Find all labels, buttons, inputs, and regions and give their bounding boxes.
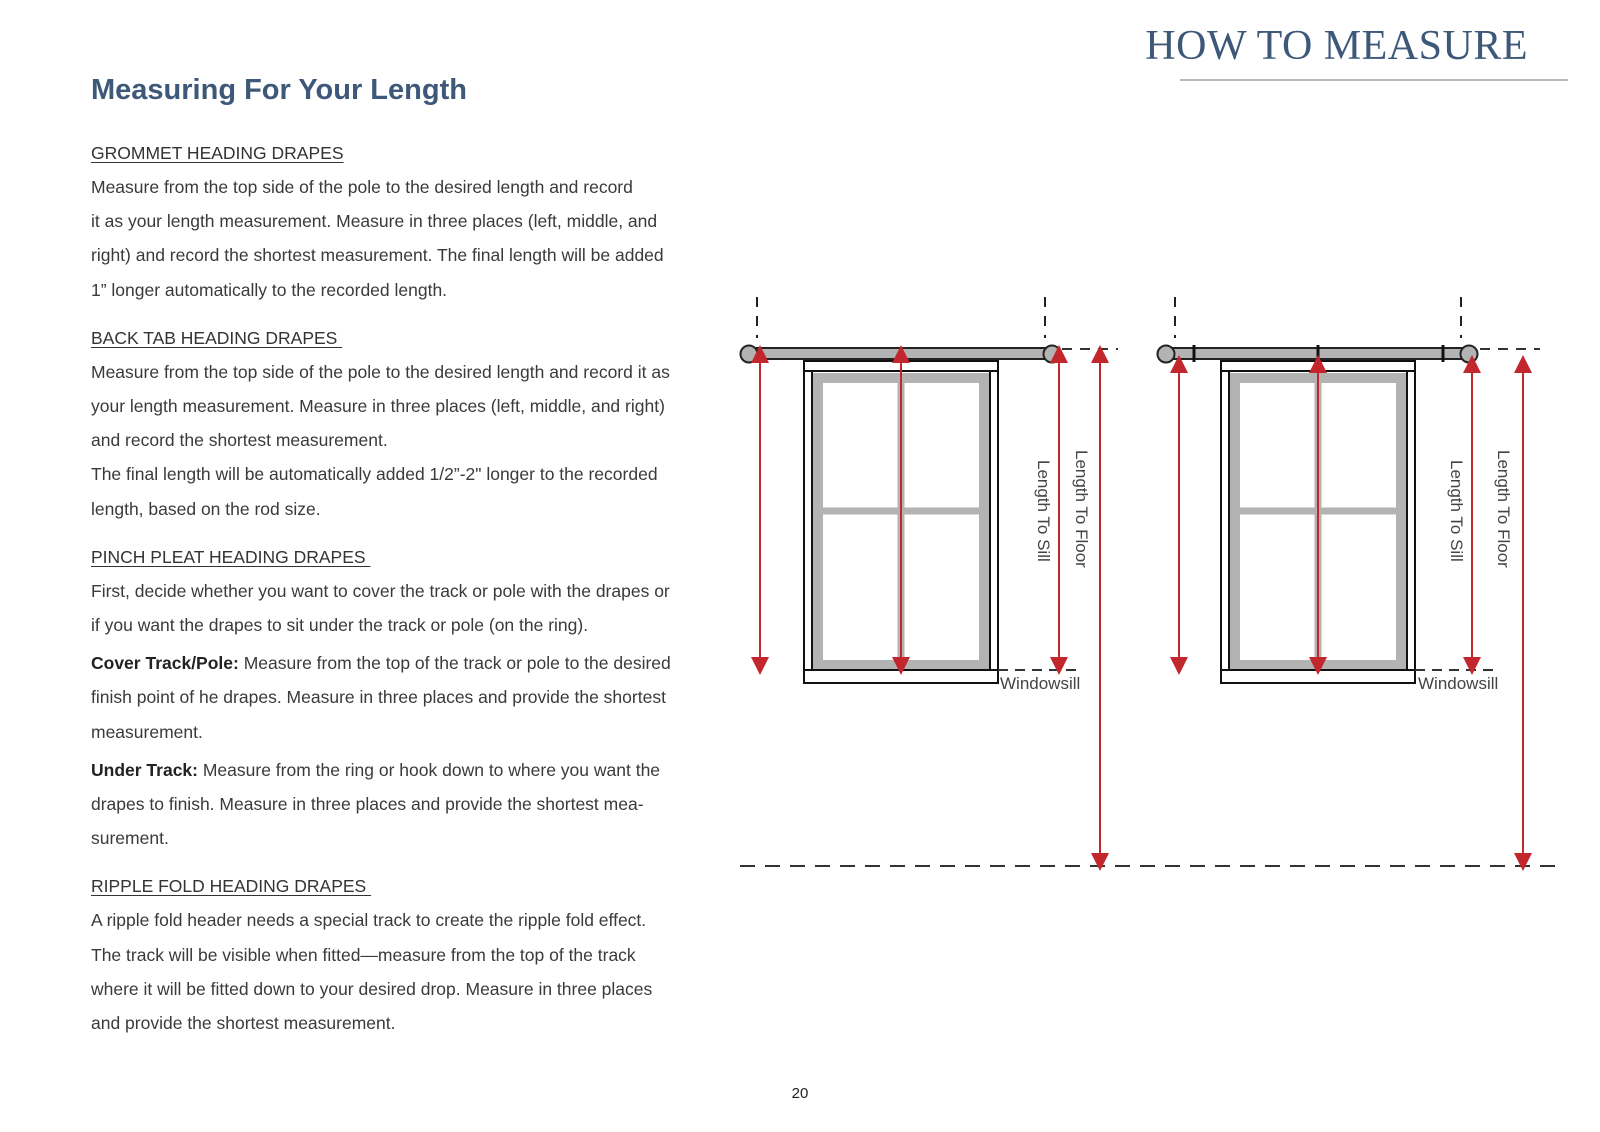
left-window-diagram	[741, 297, 1119, 862]
rod-finial	[1158, 346, 1175, 363]
windowsill-label: Windowsill	[1000, 674, 1081, 693]
paragraph-line: right) and record the shortest measurement. The final length will be added	[91, 245, 664, 266]
section-heading: PINCH PLEAT HEADING DRAPES	[91, 546, 371, 567]
paragraph-line: measurement.	[91, 721, 203, 742]
paragraph-line: your length measurement. Measure in three places (left, middle, and right)	[91, 396, 665, 417]
paragraph-line: The track will be visible when fitted—measure from the top of the track	[91, 944, 636, 965]
rod-finial	[741, 346, 758, 363]
rod-finial	[1044, 346, 1061, 363]
section-heading: GROMMET HEADING DRAPES	[91, 143, 344, 163]
paragraph-line: if you want the drapes to sit under the track or pole (on the ring).	[91, 615, 589, 636]
windowsill-label: Windowsill	[1418, 674, 1499, 693]
length-to-floor-label: Length To Floor	[1494, 450, 1513, 568]
paragraph-line: length, based on the rod size.	[91, 498, 321, 519]
paragraph-line: and provide the shortest measurement.	[91, 1013, 396, 1034]
cover-track-label: Cover Track/Pole:	[91, 653, 239, 674]
right-window-diagram	[1158, 297, 1541, 862]
cover-track-text: Measure from the top of the track or pole to the desired	[238, 653, 671, 674]
windowsill	[804, 670, 998, 683]
page-title: Measuring For Your Length	[91, 74, 467, 106]
paragraph-line: surement.	[91, 828, 169, 849]
rod-finial	[1461, 346, 1478, 363]
section-title: HOW TO MEASURE	[1145, 23, 1528, 69]
paragraph-line: where it will be fitted down to your desired drop. Measure in three places	[91, 978, 653, 999]
length-to-sill-label: Length To Sill	[1447, 460, 1466, 562]
paragraph-line: drapes to finish. Measure in three places and provide the shortest mea-	[91, 794, 644, 815]
page-number: 20	[791, 1085, 809, 1102]
under-track-text: Measure from the ring or hook down to where you want the	[197, 759, 661, 780]
paragraph-line: A ripple fold header needs a special track to create the ripple fold effect.	[91, 910, 647, 931]
under-track-label: Under Track:	[91, 759, 198, 780]
length-to-floor-label: Length To Floor	[1072, 450, 1091, 568]
paragraph-line: it as your length measurement. Measure in three places (left, middle, and	[91, 211, 658, 232]
windowsill	[1221, 670, 1415, 683]
paragraph-line: and record the shortest measurement.	[91, 430, 388, 451]
paragraph-line: Measure from the top side of the pole to the desired length and record it as	[91, 361, 670, 382]
paragraph-line: finish point of he drapes. Measure in three places and provide the shortest	[91, 687, 666, 708]
paragraph-line: 1” longer automatically to the recorded length.	[91, 279, 448, 300]
paragraph-line: First, decide whether you want to cover the track or pole with the drapes or	[91, 580, 670, 601]
section-heading: RIPPLE FOLD HEADING DRAPES	[91, 876, 372, 897]
length-to-sill-label: Length To Sill	[1034, 460, 1053, 562]
paragraph-line: The final length will be automatically added 1/2”-2" longer to the recorded	[91, 464, 658, 485]
section-heading: BACK TAB HEADING DRAPES	[91, 327, 343, 348]
paragraph-line: Measure from the top side of the pole to the desired length and record	[91, 177, 633, 197]
